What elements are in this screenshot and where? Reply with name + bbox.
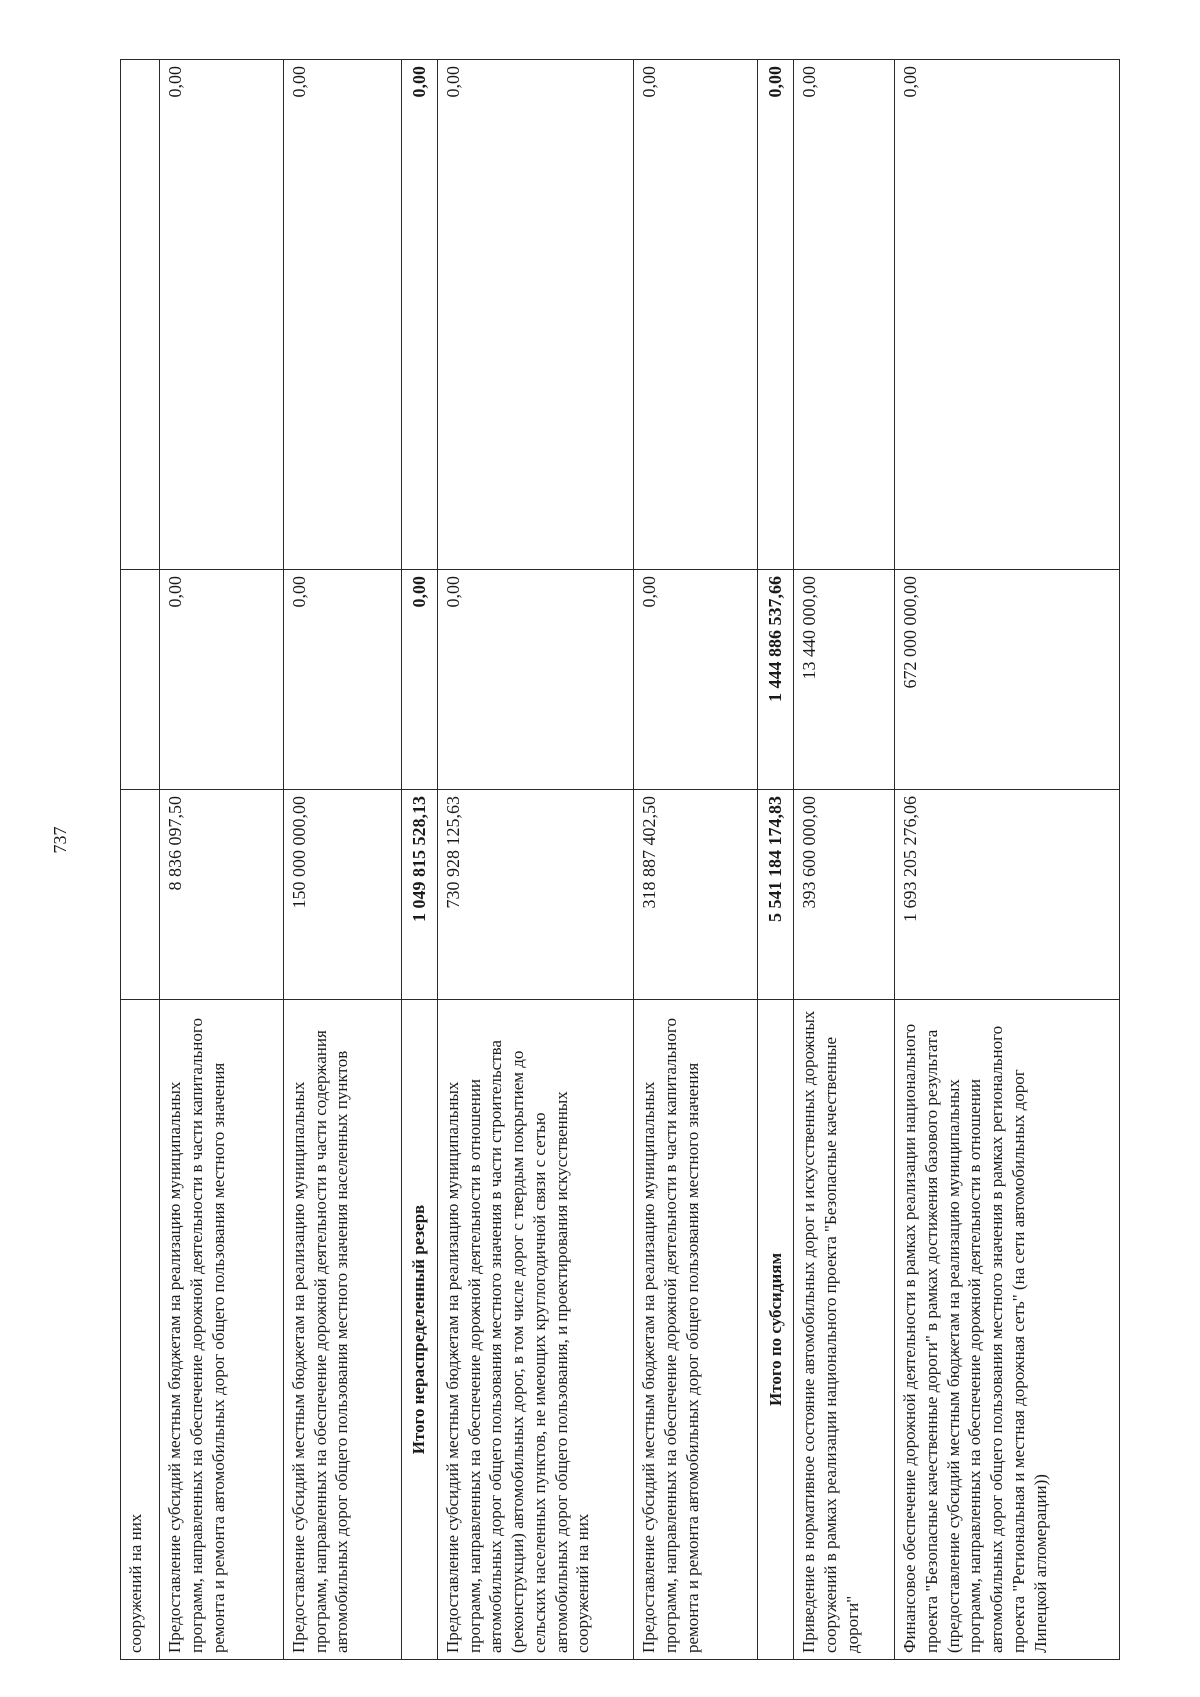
table-row: [895, 60, 1120, 1660]
budget-table: [120, 59, 1120, 1660]
table-row-total: [758, 60, 794, 1660]
row-amount-2: 0,00: [283, 570, 401, 790]
row-amount-2: 0,00: [401, 570, 437, 790]
row-amount-1: 150 000 000,00: [283, 790, 401, 1000]
row-amount-1: 8 836 097,50: [160, 790, 284, 1000]
row-amount-3: [121, 60, 160, 570]
page-number: 737: [50, 826, 70, 854]
budget-table-container: [120, 60, 1120, 1660]
row-description: Финансовое обеспечение дорожной деятельности в рамках реализации национального проекта "Безопасные качественные дороги" в рамках достижения базового результата (предоставление субсидий местным бюджетам на реализацию муниципальных программ, направленных на обеспечение дорожной деятельности в отношении автомобильных дорог общего пользования местного значения в рамках регионального проекта "Региональная и местная дорожная сеть" (на сети автомобильных дорог Липецкой агломерации)): [895, 1000, 1120, 1660]
table-row: [437, 60, 634, 1660]
row-description: Предоставление субсидий местным бюджетам на реализацию муниципальных программ, направленных на обеспечение дорожной деятельности в части капитального ремонта и ремонта автомобильных дорог общего пользования местного значения: [634, 1000, 758, 1660]
row-amount-3: 0,00: [160, 60, 284, 570]
table-row-total: [401, 60, 437, 1660]
row-amount-3: 0,00: [895, 60, 1120, 570]
row-amount-2: 0,00: [160, 570, 284, 790]
row-description: Итого по субсидиям: [758, 1000, 794, 1660]
row-amount-1: 5 541 184 174,83: [758, 790, 794, 1000]
row-amount-2: 0,00: [437, 570, 634, 790]
row-amount-1: 393 600 000,00: [794, 790, 895, 1000]
row-amount-3: 0,00: [758, 60, 794, 570]
row-amount-3: 0,00: [401, 60, 437, 570]
table-row: [794, 60, 895, 1660]
row-amount-3: 0,00: [283, 60, 401, 570]
row-amount-1: 1 693 205 276,06: [895, 790, 1120, 1000]
row-amount-2: [121, 570, 160, 790]
row-description: Предоставление субсидий местным бюджетам на реализацию муниципальных программ, направленных на обеспечение дорожной деятельности в части содержания автомобильных дорог общего пользования местного значения населенных пунктов: [283, 1000, 401, 1660]
row-amount-1: 318 887 402,50: [634, 790, 758, 1000]
row-amount-1: [121, 790, 160, 1000]
row-amount-2: 1 444 886 537,66: [758, 570, 794, 790]
row-amount-2: 0,00: [634, 570, 758, 790]
row-description: Итого нераспределенный резерв: [401, 1000, 437, 1660]
row-amount-1: 730 928 125,63: [437, 790, 634, 1000]
row-amount-3: 0,00: [437, 60, 634, 570]
table-row: [283, 60, 401, 1660]
row-amount-2: 672 000 000,00: [895, 570, 1120, 790]
table-row: [634, 60, 758, 1660]
row-amount-2: 13 440 000,00: [794, 570, 895, 790]
row-description: Предоставление субсидий местным бюджетам на реализацию муниципальных программ, направленных на обеспечение дорожной деятельности в отношении автомобильных дорог общего пользования местного значения в части строительства (реконструкции) автомобильных дорог, в том числе дорог с твердым покрытием до сельских населенных пунктов, не имеющих круглогодичной связи с сетью автомобильных дорог общего пользования, и проектирования искусственных сооружений на них: [437, 1000, 634, 1660]
table-row: [160, 60, 284, 1660]
table-row: [121, 60, 160, 1660]
row-amount-3: 0,00: [634, 60, 758, 570]
row-amount-3: 0,00: [794, 60, 895, 570]
row-description: Приведение в нормативное состояние автомобильных дорог и искусственных дорожных сооружений в рамках реализации национального проекта "Безопасные качественные дороги": [794, 1000, 895, 1660]
row-amount-1: 1 049 815 528,13: [401, 790, 437, 1000]
row-description: Предоставление субсидий местным бюджетам на реализацию муниципальных программ, направленных на обеспечение дорожной деятельности в части капитального ремонта и ремонта автомобильных дорог общего пользования местного значения: [160, 1000, 284, 1660]
row-description: сооружений на них: [121, 1000, 160, 1660]
